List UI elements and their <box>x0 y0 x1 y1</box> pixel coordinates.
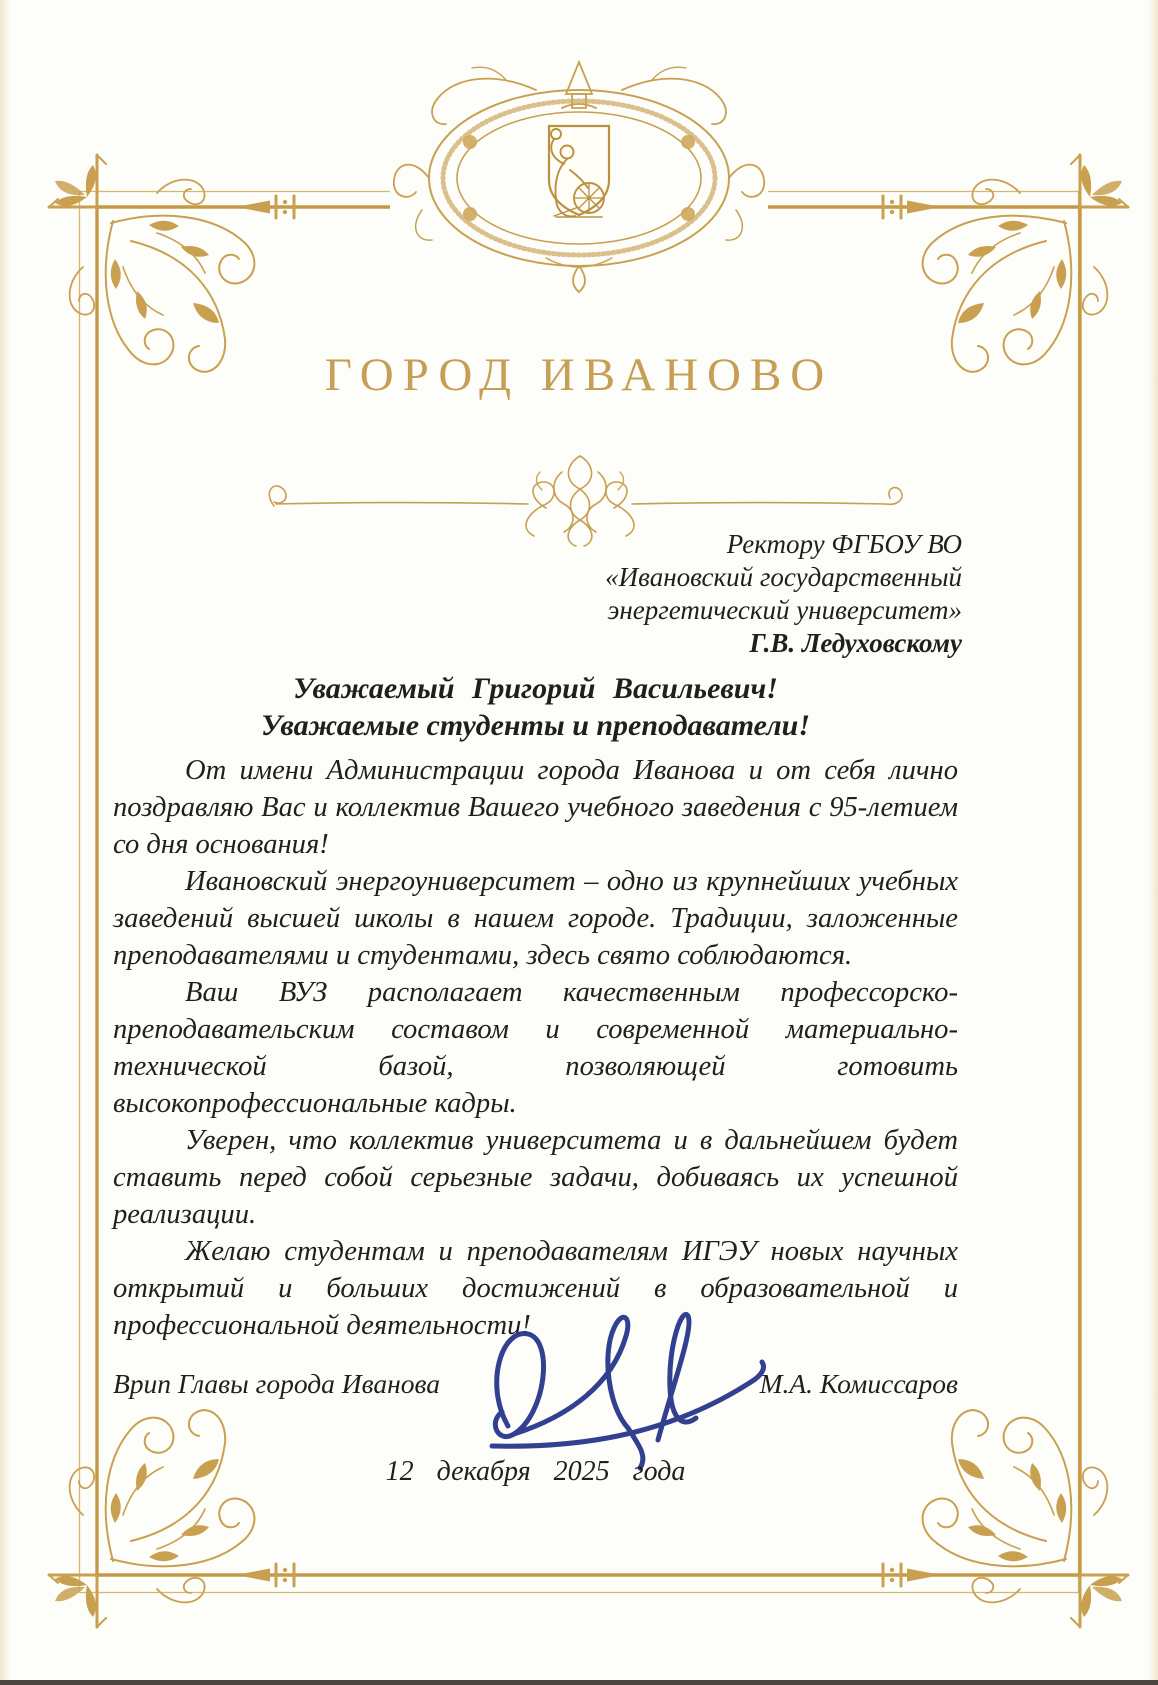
signer-name: М.А. Комиссаров <box>759 1368 958 1399</box>
paragraph: Ивановский энергоуниверситет – одно из крупнейших учебных заведений высшей школы в нашем городе. Традиции, заложенные преподавателями и студентами, здесь свято соблюдаются. <box>113 866 958 971</box>
paragraph: Ваш ВУЗ располагает качественным профессорско-преподавательским составом и современной материально-технической базой, позволяющей готовить высокопрофессиональные кадры. <box>113 977 958 1119</box>
page-title: ГОРОД ИВАНОВО <box>324 349 834 401</box>
recipient-line-3: энергетический университет» <box>607 595 962 625</box>
ivanovo-coat-of-arms <box>386 50 772 294</box>
recipient-line-1: Ректору ФГБОУ ВО <box>726 529 962 559</box>
paragraph: Уверен, что коллектив университета и в дальнейшем будет ставить перед собой серьезные задачи, добиваясь их успешной реализации. <box>113 1125 958 1230</box>
recipient-line-2: «Ивановский государственный <box>605 562 962 592</box>
salutation-line-2: Уважаемые студенты и преподаватели! <box>260 709 811 742</box>
scan-edge-bottom <box>0 1680 1158 1685</box>
salutation-line-1: Уважаемый Григорий Васильевич! <box>293 672 778 705</box>
recipient-name: Г.В. Ледуховскому <box>749 628 962 658</box>
signature-row <box>113 1368 958 1400</box>
recipient-block <box>605 528 962 660</box>
letter-date: 12 декабря 2025 года <box>385 1456 686 1487</box>
salutation-block <box>113 670 958 744</box>
signer-position: Врип Главы города Иванова <box>113 1368 441 1399</box>
paragraph: От имени Администрации города Иванова и от себя лично поздравляю Вас и коллектив Вашего учебного заведения с 95-летием со дня основания! <box>113 755 958 860</box>
letter-body <box>113 752 958 1344</box>
coat-of-arms-svg <box>386 50 772 294</box>
paragraph: Желаю студентам и преподавателям ИГЭУ новых научных открытий и больших достижений в образовательной и профессиональной деятельности! <box>113 1236 958 1341</box>
